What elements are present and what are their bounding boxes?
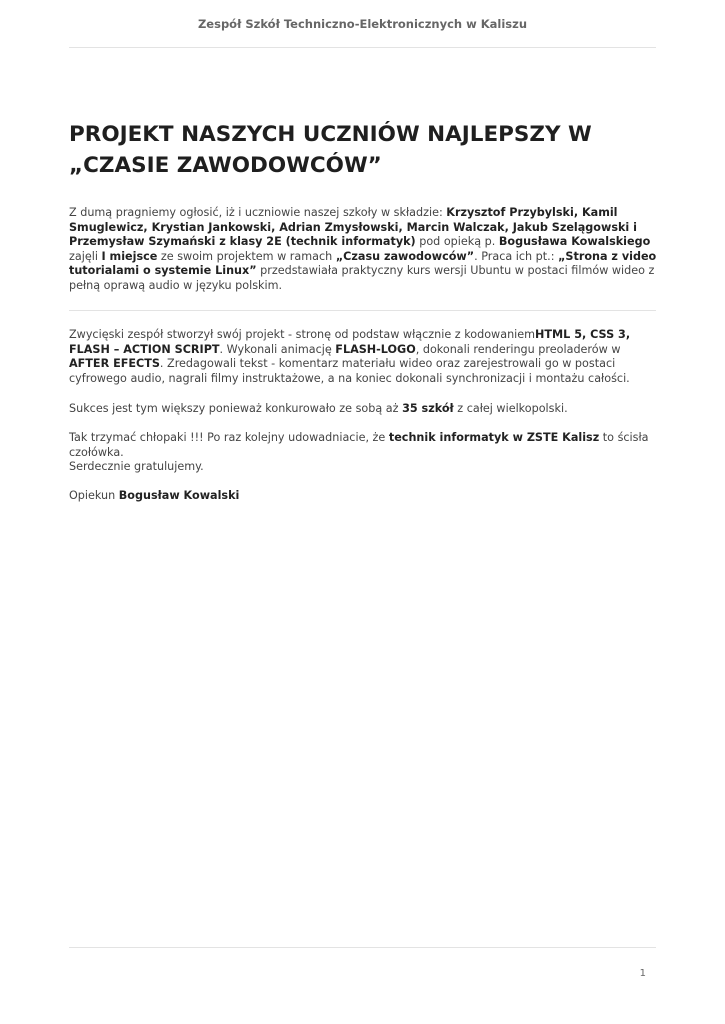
p1-text-1: Zwycięski zespół stworzył swój projekt - stronę od podstaw włącznie z kodowaniem — [69, 328, 536, 341]
intro-teacher-name: Bogusława Kowalskiego — [498, 235, 651, 249]
p1-after-effects: AFTER EFECTS — [69, 357, 160, 371]
intro-project-title: „Strona z video tutorialami o systemie Linux” — [69, 249, 657, 278]
intro-text-4: ze swoim projektem w ramach — [157, 249, 336, 263]
article-title: PROJEKT NASZYCH UCZNIÓW NAJLEPSZY W „CZASIE ZAWODOWCÓW” — [69, 122, 592, 178]
intro-competition-name: „Czasu zawodowców” — [335, 249, 475, 263]
congratulations-paragraph — [69, 460, 659, 475]
intro-text-6: przedstawiała praktyczny kurs wersji Ubuntu w postaci filmów wideo z pełną oprawą audio w języku polskim. — [69, 264, 655, 292]
p1-text-3: , dokonali renderingu preoladerów w — [415, 342, 621, 356]
intro-text-5: . Praca ich pt.: — [474, 249, 559, 263]
p3-text-2: to ścisła czołówka. — [69, 431, 649, 459]
header-divider — [69, 47, 656, 48]
intro-text-1: Z dumą pragniemy ogłosić, iż i uczniowie naszej szkoły w składzie: — [69, 206, 447, 219]
cheer-paragraph — [69, 431, 659, 460]
p2-text-2: z całej wielkopolski. — [453, 402, 568, 415]
success-paragraph — [69, 402, 659, 417]
intro-place: I miejsce — [101, 249, 158, 263]
p4-text-1: Serdecznie gratulujemy. — [69, 460, 204, 473]
p1-technologies: HTML 5, CSS 3, FLASH – ACTION SCRIPT — [69, 328, 631, 356]
p1-text-2: . Wykonali animację — [219, 342, 336, 356]
intro-text-3: zajęli — [69, 249, 102, 263]
project-description-paragraph — [69, 328, 659, 386]
p2-text-1: Sukces jest tym większy ponieważ konkurowało ze sobą aż — [69, 402, 403, 415]
p3-text-1: Tak trzymać chłopaki !!! Po raz kolejny udowadniacie, że — [69, 431, 389, 444]
intro-student-names: Krzysztof Przybylski, Kamil Smuglewicz, Krystian Jankowski, Adrian Zmysłowski, Marcin Walczak, Jakub Szelągowski i Przemysław Szymański z klasy 2E (technik informatyk) — [69, 206, 637, 249]
intro-paragraph — [69, 206, 659, 294]
p1-flash-logo: FLASH-LOGO — [335, 342, 416, 356]
signature-paragraph — [69, 489, 659, 504]
page-header-school-name: Zespół Szkół Techniczno-Elektronicznych w Kaliszu — [197, 17, 528, 31]
page-number: 1 — [639, 968, 646, 979]
footer-divider — [69, 947, 656, 948]
p2-schools-count: 35 szkół — [402, 402, 454, 415]
content-divider — [69, 310, 656, 311]
signature-label: Opiekun — [69, 489, 119, 502]
intro-text-2: pod opieką p. — [415, 235, 499, 249]
p3-program-name: technik informatyk w ZSTE Kalisz — [388, 431, 600, 444]
signature-name: Bogusław Kowalski — [118, 489, 240, 502]
p1-text-4: . Zredagowali tekst - komentarz materiału wideo oraz zarejestrowali go w postaci cyfrowego audio, nagrali filmy instruktażowe, a na koniec dokonali synchronizacji i montażu całości. — [69, 357, 630, 385]
